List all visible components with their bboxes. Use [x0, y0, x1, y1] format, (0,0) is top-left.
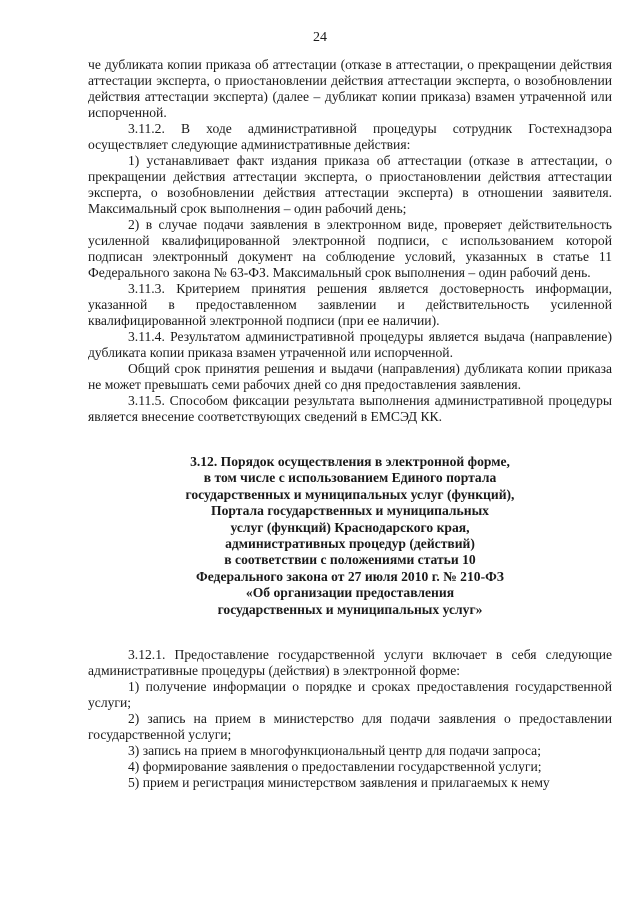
page-number: 24: [313, 30, 327, 45]
list-item: 3) запись на прием в многофункциональный центр для подачи запроса;: [128, 743, 541, 759]
paragraph: Общий срок принятия решения и выдачи (направления) дубликата копии приказа не может превышать семи рабочих дней со дня предоставления заявления.: [88, 361, 612, 392]
heading-line: государственных и муниципальных услуг»: [217, 601, 483, 617]
paragraph: 3.11.3. Критерием принятия решения является достоверность информации, указанной в предоставленном заявлении и действительность усиленной квалифицированной электронной подписи (при ее наличии).: [88, 281, 612, 328]
document-body: [88, 57, 612, 791]
list-item: 4) формирование заявления о предоставлении государственной услуги;: [128, 759, 542, 775]
paragraph: 2) в случае подачи заявления в электронном виде, проверяет действительность усиленной квалифицированной электронной подписи, с использованием которой подписан электронный документ на соблюдение условий, указанных в статье 11 Федерального закона № 63-ФЗ. Максимальный срок выполнения – один рабочий день.: [88, 217, 612, 280]
heading-line: государственных и муниципальных услуг (функций),: [185, 486, 515, 502]
heading-line: в том числе с использованием Единого портала: [203, 470, 497, 486]
paragraph: 3.11.4. Результатом административной процедуры является выдача (направление) дубликата копии приказа взамен утраченной или испорченной.: [88, 329, 612, 360]
heading-line: Портала государственных и муниципальных: [211, 503, 489, 519]
paragraph: 3.11.2. В ходе административной процедуры сотрудник Гостехнадзора осуществляет следующие административные действия:: [88, 121, 612, 152]
paragraph: че дубликата копии приказа об аттестации (отказе в аттестации, о прекращении действия аттестации эксперта, о приостановлении действия аттестации эксперта, о возобновлении действия аттестации эксперта) (далее – дубликат копии приказа) взамен утраченной или испорченной.: [88, 57, 612, 120]
heading-line: Федерального закона от 27 июля 2010 г. № 210-ФЗ: [196, 568, 504, 584]
section-heading: [88, 454, 612, 618]
heading-line: услуг (функций) Краснодарского края,: [230, 519, 470, 535]
list-item: 5) прием и регистрация министерством заявления и прилагаемых к нему: [128, 775, 550, 791]
list-item: 1) получение информации о порядке и сроках предоставления государственной услуги;: [88, 679, 612, 711]
heading-line: «Об организации предоставления: [245, 585, 455, 601]
heading-line: 3.12. Порядок осуществления в электронной форме,: [190, 454, 510, 469]
heading-line: в соответствии с положениями статьи 10: [224, 552, 476, 568]
paragraph: 3.12.1. Предоставление государственной услуги включает в себя следующие административные процедуры (действия) в электронной форме:: [88, 647, 612, 679]
paragraph: 1) устанавливает факт издания приказа об аттестации (отказе в аттестации, о прекращении действия аттестации эксперта, о приостановлении действия аттестации эксперта, о возобновлении действия аттестации эксперта) в отношении заявителя. Максимальный срок выполнения – один рабочий день;: [88, 153, 612, 216]
list-item: 2) запись на прием в министерство для подачи заявления о предоставлении государственной услуги;: [88, 711, 612, 743]
heading-line: административных процедур (действий): [225, 536, 475, 552]
paragraph: 3.11.5. Способом фиксации результата выполнения административной процедуры является внесение соответствующих сведений в ЕМСЭД КК.: [88, 393, 612, 424]
